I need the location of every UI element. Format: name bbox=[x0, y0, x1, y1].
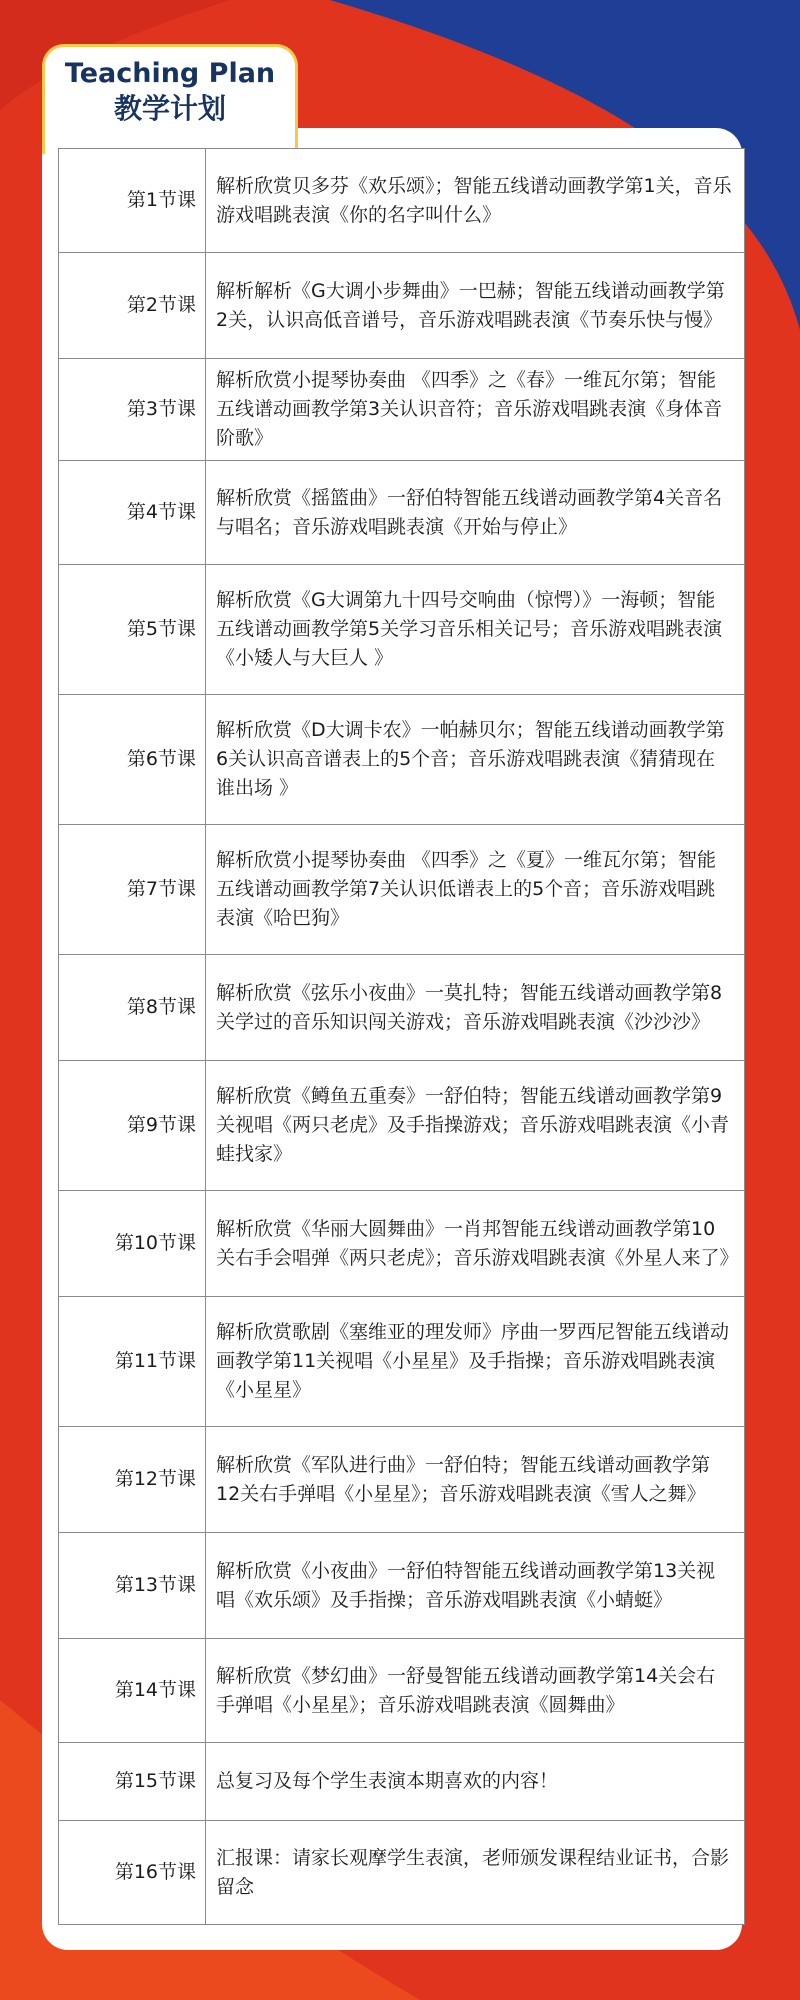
lesson-content: 解析欣赏小提琴协奏曲 《四季》之《春》一维瓦尔第；智能五线谱动画教学第3关认识音符；音乐游戏唱跳表演《身体音阶歌》 bbox=[206, 359, 745, 461]
lesson-row bbox=[59, 359, 745, 461]
lesson-label: 第16节课 bbox=[59, 1821, 206, 1925]
teaching-plan-table bbox=[58, 148, 745, 1925]
lesson-content: 总复习及每个学生表演本期喜欢的内容！ bbox=[206, 1743, 745, 1821]
lesson-content: 解析欣赏《小夜曲》一舒伯特智能五线谱动画教学第13关视唱《欢乐颂》及手指操；音乐游戏唱跳表演《小蜻蜓》 bbox=[206, 1533, 745, 1639]
lesson-label: 第8节课 bbox=[59, 955, 206, 1061]
lesson-content: 解析欣赏《军队进行曲》一舒伯特；智能五线谱动画教学第12关右手弹唱《小星星》；音乐游戏唱跳表演《雪人之舞》 bbox=[206, 1427, 745, 1533]
lesson-row bbox=[59, 1427, 745, 1533]
lesson-label: 第15节课 bbox=[59, 1743, 206, 1821]
lesson-row bbox=[59, 565, 745, 695]
lesson-label: 第9节课 bbox=[59, 1061, 206, 1191]
title-english: Teaching Plan bbox=[64, 58, 276, 89]
lesson-content: 解析欣赏小提琴协奏曲 《四季》之《夏》一维瓦尔第；智能五线谱动画教学第7关认识低谱表上的5个音；音乐游戏唱跳表演《哈巴狗》 bbox=[206, 825, 745, 955]
lesson-content: 解析欣赏《梦幻曲》一舒曼智能五线谱动画教学第14关会右手弹唱《小星星》；音乐游戏唱跳表演《圆舞曲》 bbox=[206, 1639, 745, 1743]
lesson-row bbox=[59, 149, 745, 253]
lesson-label: 第10节课 bbox=[59, 1191, 206, 1297]
lesson-content: 汇报课：请家长观摩学生表演，老师颁发课程结业证书，合影留念 bbox=[206, 1821, 745, 1925]
lesson-row bbox=[59, 1061, 745, 1191]
lesson-row bbox=[59, 1639, 745, 1743]
lesson-content: 解析欣赏贝多芬《欢乐颂》；智能五线谱动画教学第1关，音乐游戏唱跳表演《你的名字叫什么》 bbox=[206, 149, 745, 253]
lesson-row bbox=[59, 1533, 745, 1639]
lesson-row bbox=[59, 1191, 745, 1297]
lesson-label: 第12节课 bbox=[59, 1427, 206, 1533]
lesson-row bbox=[59, 1743, 745, 1821]
lesson-row bbox=[59, 825, 745, 955]
lesson-label: 第3节课 bbox=[59, 359, 206, 461]
lesson-content: 解析欣赏《G大调第九十四号交响曲（惊愕）》一海顿；智能五线谱动画教学第5关学习音乐相关记号；音乐游戏唱跳表演 《小矮人与大巨人 》 bbox=[206, 565, 745, 695]
title-tab bbox=[42, 44, 298, 154]
lesson-row bbox=[59, 461, 745, 565]
lesson-label: 第6节课 bbox=[59, 695, 206, 825]
lesson-label: 第2节课 bbox=[59, 253, 206, 359]
lesson-label: 第13节课 bbox=[59, 1533, 206, 1639]
lesson-row bbox=[59, 1297, 745, 1427]
lesson-label: 第1节课 bbox=[59, 149, 206, 253]
lesson-content: 解析欣赏《D大调卡农》一帕赫贝尔；智能五线谱动画教学第6关认识高音谱表上的5个音；音乐游戏唱跳表演《猜猜现在谁出场 》 bbox=[206, 695, 745, 825]
lesson-content: 解析欣赏《摇篮曲》一舒伯特智能五线谱动画教学第4关音名与唱名；音乐游戏唱跳表演《开始与停止》 bbox=[206, 461, 745, 565]
teaching-plan-body bbox=[59, 149, 745, 1925]
lesson-content: 解析欣赏《鳟鱼五重奏》一舒伯特；智能五线谱动画教学第9关视唱《两只老虎》及手指操游戏；音乐游戏唱跳表演《小青蛙找家》 bbox=[206, 1061, 745, 1191]
lesson-row bbox=[59, 253, 745, 359]
lesson-label: 第7节课 bbox=[59, 825, 206, 955]
lesson-label: 第4节课 bbox=[59, 461, 206, 565]
lesson-label: 第11节课 bbox=[59, 1297, 206, 1427]
lesson-content: 解析欣赏《华丽大圆舞曲》一肖邦智能五线谱动画教学第10关右手会唱弹《两只老虎》；音乐游戏唱跳表演《外星人来了》 bbox=[206, 1191, 745, 1297]
lesson-row bbox=[59, 695, 745, 825]
lesson-row bbox=[59, 1821, 745, 1925]
lesson-label: 第5节课 bbox=[59, 565, 206, 695]
lesson-content: 解析解析《G大调小步舞曲》一巴赫；智能五线谱动画教学第2关，认识高低音谱号，音乐游戏唱跳表演《节奏乐快与慢》 bbox=[206, 253, 745, 359]
lesson-label: 第14节课 bbox=[59, 1639, 206, 1743]
lesson-content: 解析欣赏《弦乐小夜曲》一莫扎特；智能五线谱动画教学第8关学过的音乐知识闯关游戏；音乐游戏唱跳表演《沙沙沙》 bbox=[206, 955, 745, 1061]
lesson-content: 解析欣赏歌剧《塞维亚的理发师》序曲一罗西尼智能五线谱动画教学第11关视唱《小星星》及手指操；音乐游戏唱跳表演《小星星》 bbox=[206, 1297, 745, 1427]
title-chinese: 教学计划 bbox=[113, 92, 226, 125]
lesson-row bbox=[59, 955, 745, 1061]
